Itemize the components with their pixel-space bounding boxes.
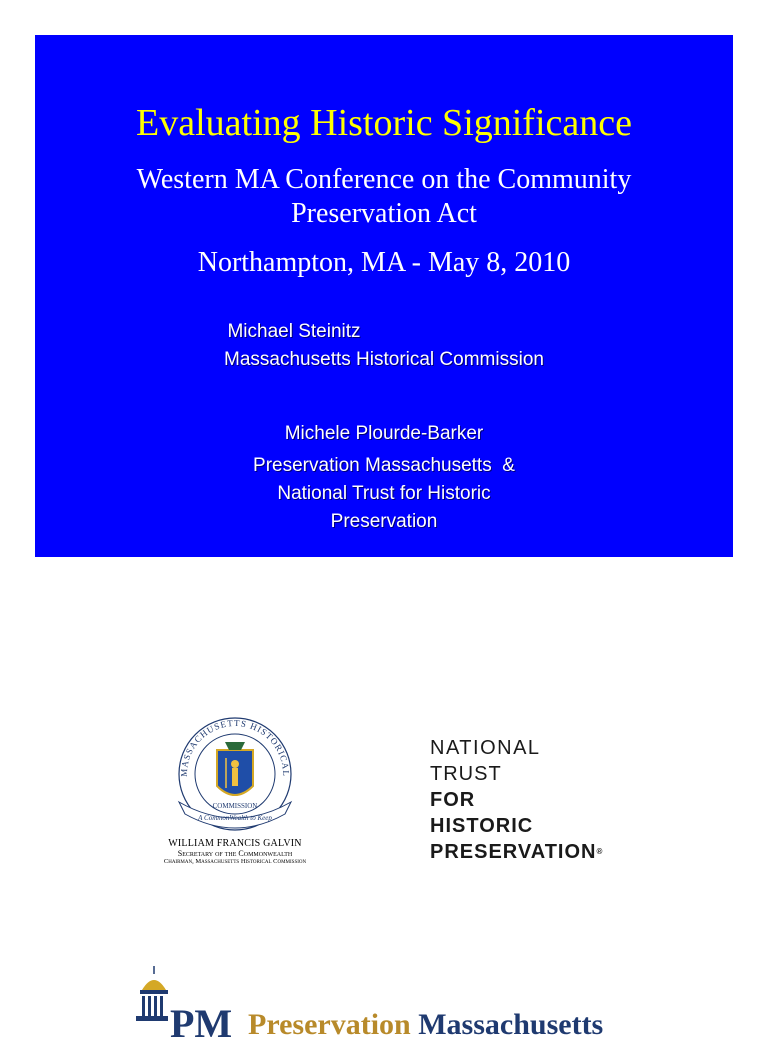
nt-line-5-text: PRESERVATION	[430, 841, 597, 863]
presenter-1-org: Massachusetts Historical Commission	[224, 349, 544, 370]
seal-ribbon: COMMISSION	[212, 802, 258, 810]
presenter-1-name: Michael Steinitz	[227, 321, 361, 342]
presenter-2-name: Michele Plourde-Barker	[284, 423, 484, 444]
capitol-dome-icon	[130, 962, 170, 1024]
presenter-2-org-line-1: Preservation Massachusetts &	[253, 455, 515, 476]
nt-line-2: TRUST	[430, 763, 502, 785]
mhc-logo	[140, 708, 330, 865]
mhc-caption-line-2: Secretary of the Commonwealth	[177, 849, 293, 858]
nt-line-5	[430, 839, 603, 865]
preservation-massachusetts-logo	[130, 962, 650, 1046]
seal-text-top: MASSACHUSETTS HISTORICAL	[178, 717, 292, 777]
mhc-caption-line-3: Chairman, Massachusetts Historical Commission	[163, 858, 307, 865]
nt-line-1: NATIONAL	[430, 737, 541, 759]
pm-name	[248, 1008, 603, 1042]
mhc-caption	[140, 838, 330, 865]
nt-line-3: FOR	[430, 789, 476, 811]
mhc-caption-line-1: WILLIAM FRANCIS GALVIN	[168, 838, 302, 849]
presenter-1	[35, 318, 733, 374]
slide-title: Evaluating Historic Significance	[136, 102, 632, 144]
mhc-seal-icon	[165, 708, 305, 836]
pm-name-part-2: Massachusetts	[418, 1008, 604, 1041]
pm-initials: PM	[170, 1001, 233, 1046]
title-slide	[35, 35, 733, 557]
seal-motto: A CommonWealth to Keep	[198, 814, 272, 822]
subtitle-line-2: Preservation Act	[291, 198, 477, 229]
slide-subtitle	[95, 163, 673, 231]
subtitle-line-1: Western MA Conference on the Community	[136, 164, 632, 195]
presenter-2-org-line-2: National Trust for Historic	[277, 483, 491, 504]
national-trust-logo	[430, 735, 603, 865]
presenter-2	[35, 420, 733, 536]
pm-name-part-1: Preservation	[248, 1008, 411, 1041]
presenter-2-org-line-3: Preservation	[330, 511, 438, 532]
nt-line-4: HISTORIC	[430, 815, 534, 837]
nt-registered-mark: ®	[596, 847, 604, 856]
event-dateline: Northampton, MA - May 8, 2010	[197, 247, 571, 278]
